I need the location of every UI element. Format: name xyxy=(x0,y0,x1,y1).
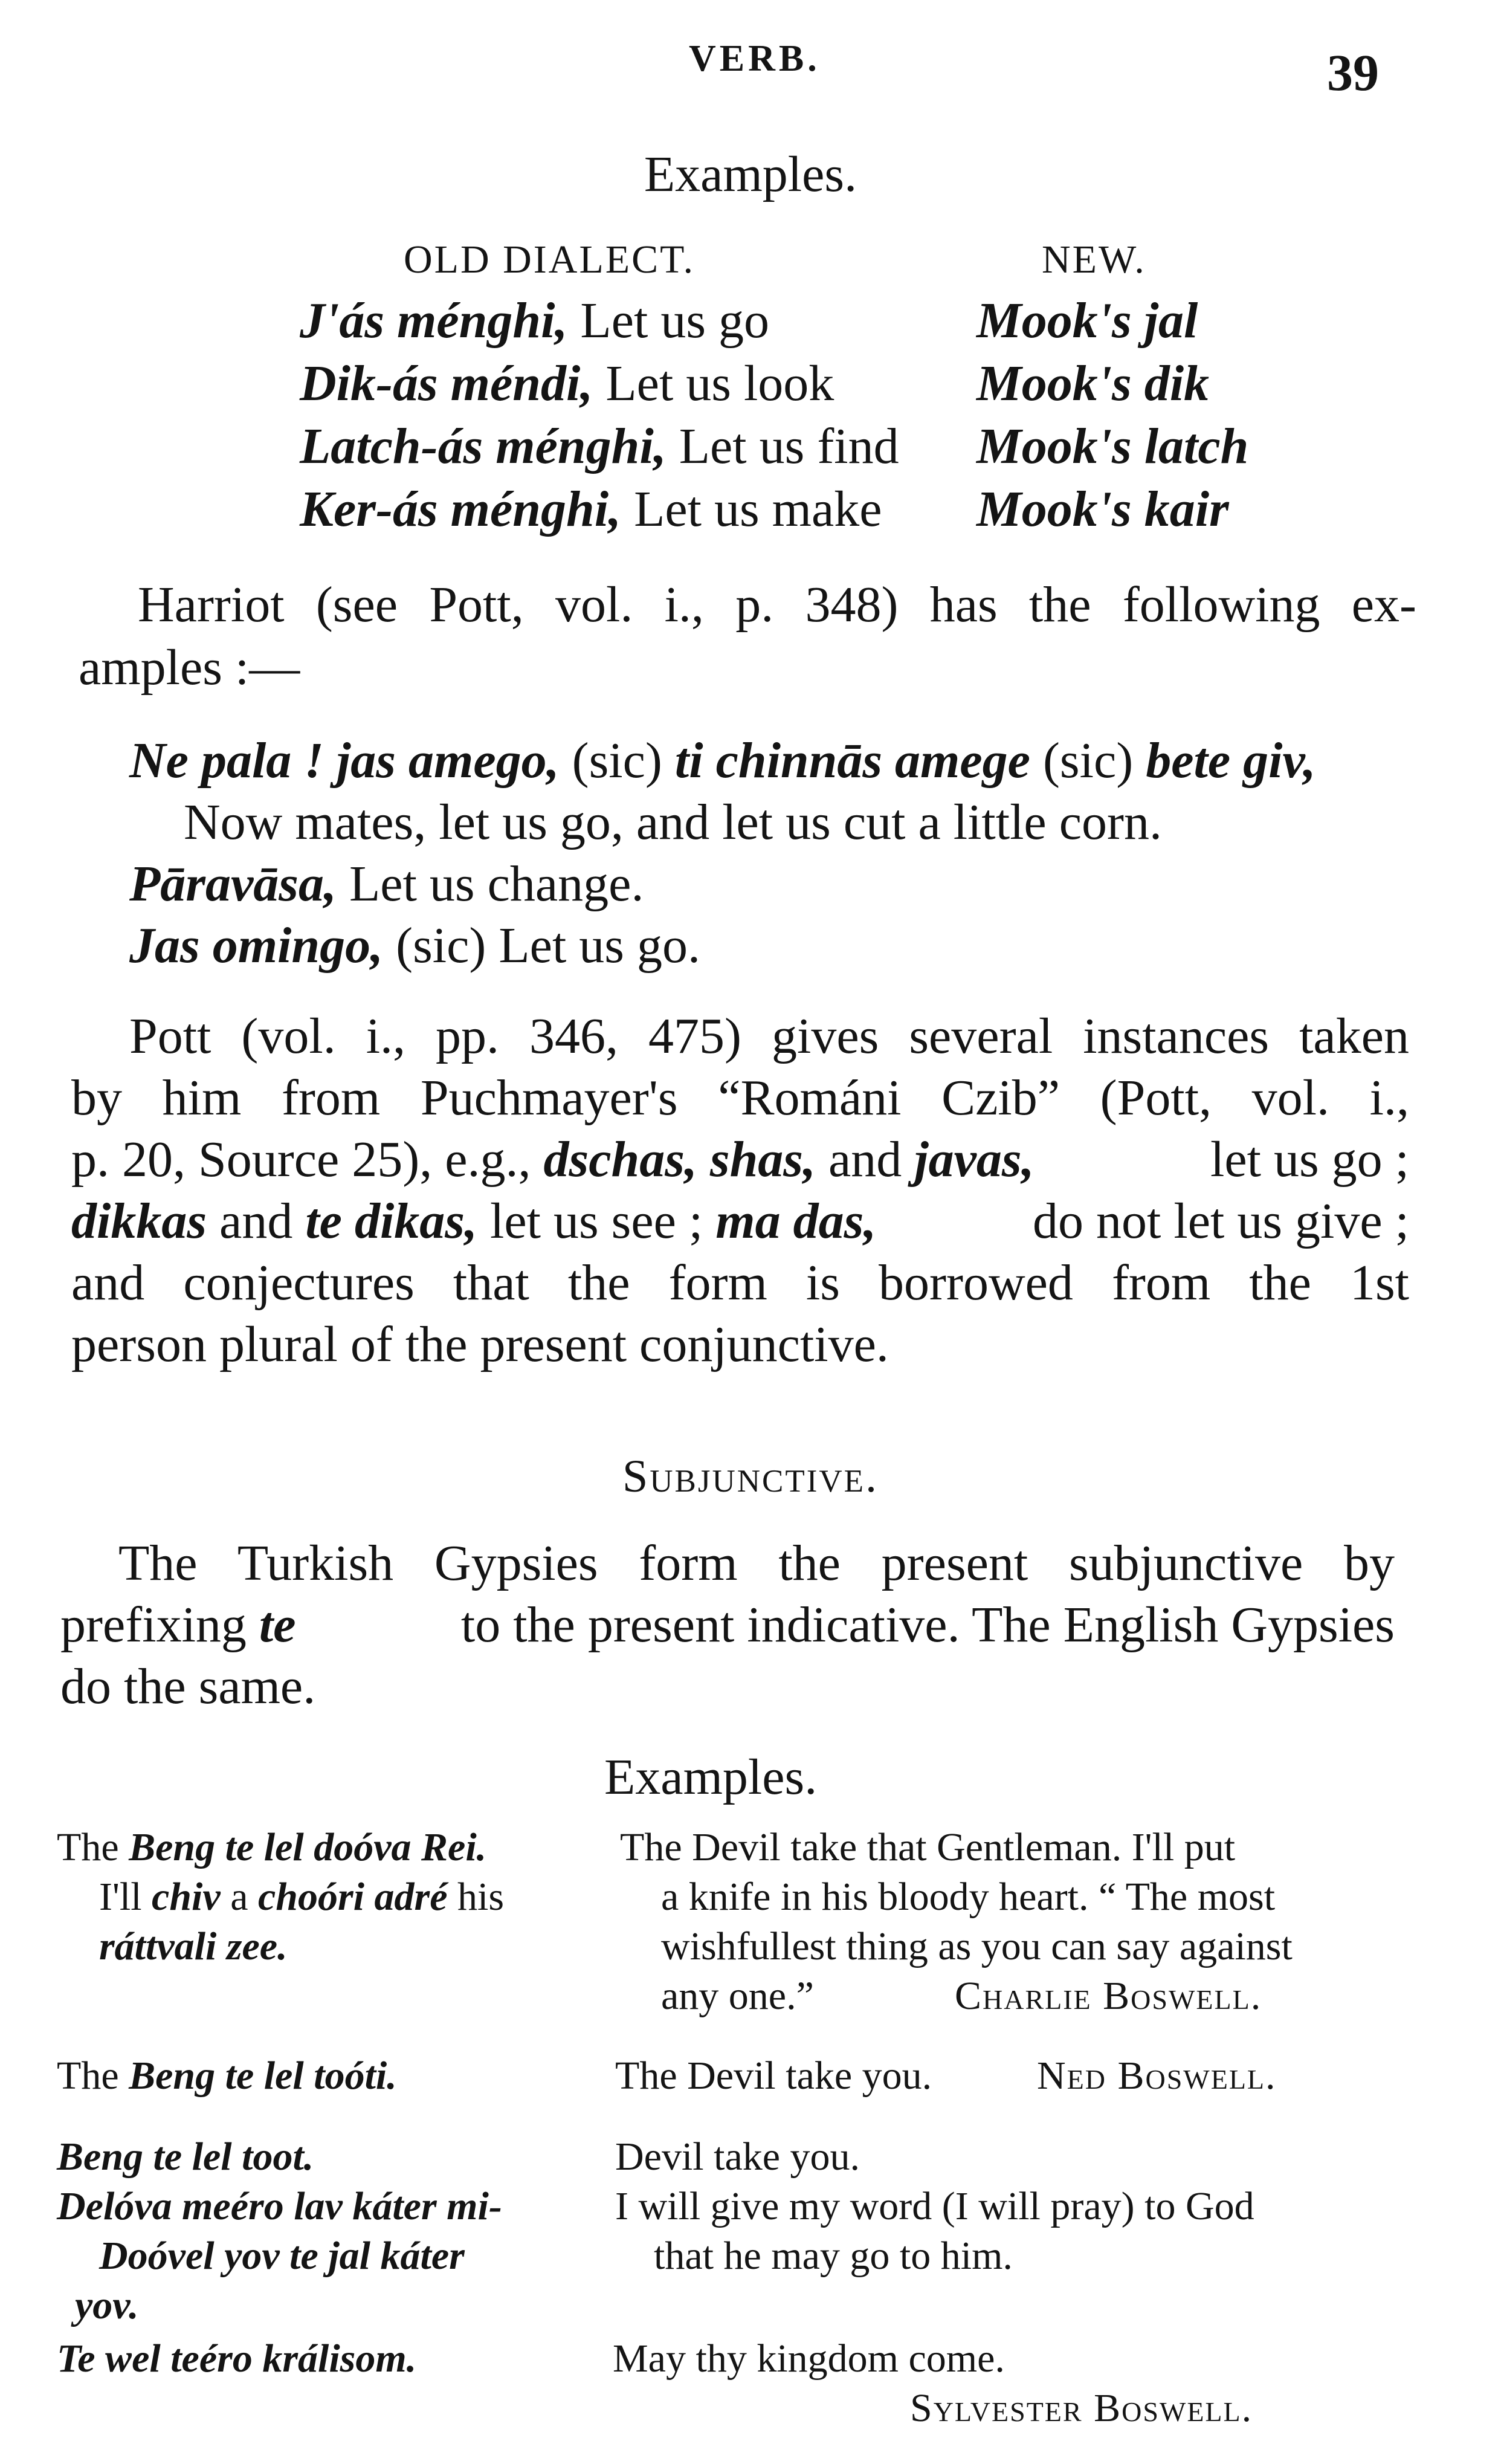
running-header: VERB. xyxy=(689,38,821,79)
translation-cont: a knife in his bloody heart. “ The most xyxy=(661,1875,1276,1919)
romani-phrase: ti chinnās amege xyxy=(674,732,1030,789)
dialect-row xyxy=(300,479,882,540)
translation: May thy kingdom come. xyxy=(613,2336,1005,2381)
new-form: Mook's dik xyxy=(976,355,1210,412)
subjunctive-line-3: do the same. xyxy=(60,1658,316,1715)
text-run: The xyxy=(57,1825,129,1869)
pott-line-6: person plural of the present conjunctive. xyxy=(71,1316,889,1373)
text-run: and xyxy=(816,1131,915,1188)
text-run: and xyxy=(207,1193,306,1249)
new-form: Mook's jal xyxy=(976,293,1198,349)
old-english: Let us find xyxy=(679,418,899,474)
romani-example xyxy=(57,1823,486,1872)
harriot-example-3 xyxy=(129,915,700,977)
pott-line-3 xyxy=(71,1129,1409,1191)
translation-cont: wishfullest thing as you can say against xyxy=(661,1924,1293,1968)
page-number: 39 xyxy=(1327,44,1379,102)
text-run: a xyxy=(220,1875,258,1919)
translation: The Devil take that Gentleman. I'll put xyxy=(620,1825,1236,1869)
subjunctive-line-2 xyxy=(60,1594,1395,1656)
harriot-example-1-translation: Now mates, let us go, and let us cut a little corn. xyxy=(184,794,1162,850)
romani-word: dschas, shas, xyxy=(543,1131,816,1188)
sic-note: (sic) xyxy=(1030,732,1146,789)
text-run: I'll xyxy=(99,1875,152,1919)
romani-phrase: Beng te lel toóti. xyxy=(129,2054,397,2098)
old-romani: Ker-ás ménghi, xyxy=(300,481,622,537)
romani-word: te dikas, xyxy=(305,1193,477,1249)
dialect-row xyxy=(300,353,834,415)
romani-phrase: Pāravāsa, xyxy=(129,856,337,912)
harriot-example-1 xyxy=(129,730,1316,792)
new-form: Mook's kair xyxy=(976,481,1229,537)
romani-example: Beng te lel toot. xyxy=(57,2135,314,2179)
romani-word: te xyxy=(259,1597,296,1653)
harriot-example-2 xyxy=(129,853,644,915)
new-form: Mook's latch xyxy=(976,418,1249,474)
translation: I will give my word (I will pray) to God xyxy=(615,2184,1254,2228)
old-romani: Dik-ás méndi, xyxy=(300,355,593,412)
romani-phrase: Beng te lel doóva Rei. xyxy=(129,1825,487,1869)
romani-word: javas, xyxy=(914,1131,1035,1188)
pott-line-5: and conjectures that the form is borrowed from the 1st xyxy=(71,1255,1409,1311)
subjunctive-heading: Subjunctive. xyxy=(622,1451,879,1502)
text-run: to the present indicative. The English Gypsies xyxy=(460,1597,1395,1653)
text-run: let us see ; xyxy=(477,1193,716,1249)
text-run: do not let us give ; xyxy=(1033,1193,1409,1249)
dialect-row xyxy=(300,416,899,477)
examples-heading-2: Examples. xyxy=(604,1749,818,1805)
romani-word: chiv xyxy=(152,1875,221,1919)
old-romani: J'ás ménghi, xyxy=(300,293,568,349)
subjunctive-line-1: The Turkish Gypsies form the present subjunctive by xyxy=(118,1535,1395,1591)
english-translation: Let us change. xyxy=(336,856,644,912)
speaker-name: Sylvester Boswell. xyxy=(910,2386,1253,2430)
examples-heading: Examples. xyxy=(644,146,857,202)
old-english: Let us make xyxy=(634,481,882,537)
romani-phrase: Jas omingo, xyxy=(129,917,384,974)
harriot-line-2: amples :— xyxy=(79,639,300,696)
text-run: his xyxy=(447,1875,505,1919)
harriot-line-1: Harriot (see Pott, vol. i., p. 348) has the following ex- xyxy=(138,577,1416,633)
translation: The Devil take you. xyxy=(615,2054,932,2098)
romani-example-cont: yov. xyxy=(75,2283,139,2327)
text-run: The xyxy=(57,2054,129,2098)
dialect-row xyxy=(300,290,769,352)
sic-note: (sic) xyxy=(559,732,675,789)
translation-cont: any one.” xyxy=(661,1974,814,2018)
old-english: Let us look xyxy=(605,355,834,412)
old-romani: Latch-ás ménghi, xyxy=(300,418,667,474)
text-run: let us go ; xyxy=(1210,1131,1409,1188)
english-translation: (sic) Let us go. xyxy=(383,917,700,974)
speaker-name: Ned Boswell. xyxy=(1037,2054,1277,2098)
romani-phrase: Ne pala ! jas amego, xyxy=(129,732,560,789)
text-run: prefixing xyxy=(60,1597,259,1653)
romani-example-cont: Doóvel yov te jal káter xyxy=(99,2234,465,2278)
romani-word: dikkas xyxy=(71,1193,207,1249)
romani-example-cont: ráttvali zee. xyxy=(99,1924,288,1968)
translation-cont: that he may go to him. xyxy=(654,2234,1013,2278)
text-run: p. 20, Source 25), e.g., xyxy=(71,1131,544,1188)
romani-phrase: bete giv, xyxy=(1146,732,1316,789)
romani-word: choóri adré xyxy=(257,1875,448,1919)
romani-example xyxy=(57,2051,397,2101)
pott-line-4 xyxy=(71,1191,1409,1252)
translation: Devil take you. xyxy=(615,2135,860,2179)
romani-example: Te wel teéro králisom. xyxy=(57,2336,417,2381)
romani-example: Delóva meéro lav káter mi- xyxy=(57,2184,502,2228)
romani-example-cont xyxy=(99,1872,504,1922)
pott-line-2: by him from Puchmayer's “Románi Czib” (Pott, vol. i., xyxy=(71,1070,1409,1126)
old-dialect-header: OLD DIALECT. xyxy=(404,238,696,282)
old-english: Let us go xyxy=(580,293,770,349)
pott-line-1: Pott (vol. i., pp. 346, 475) gives several instances taken xyxy=(129,1008,1409,1064)
speaker-name: Charlie Boswell. xyxy=(955,1974,1262,2018)
new-dialect-header: NEW. xyxy=(1042,238,1146,282)
romani-word: ma das, xyxy=(715,1193,877,1249)
